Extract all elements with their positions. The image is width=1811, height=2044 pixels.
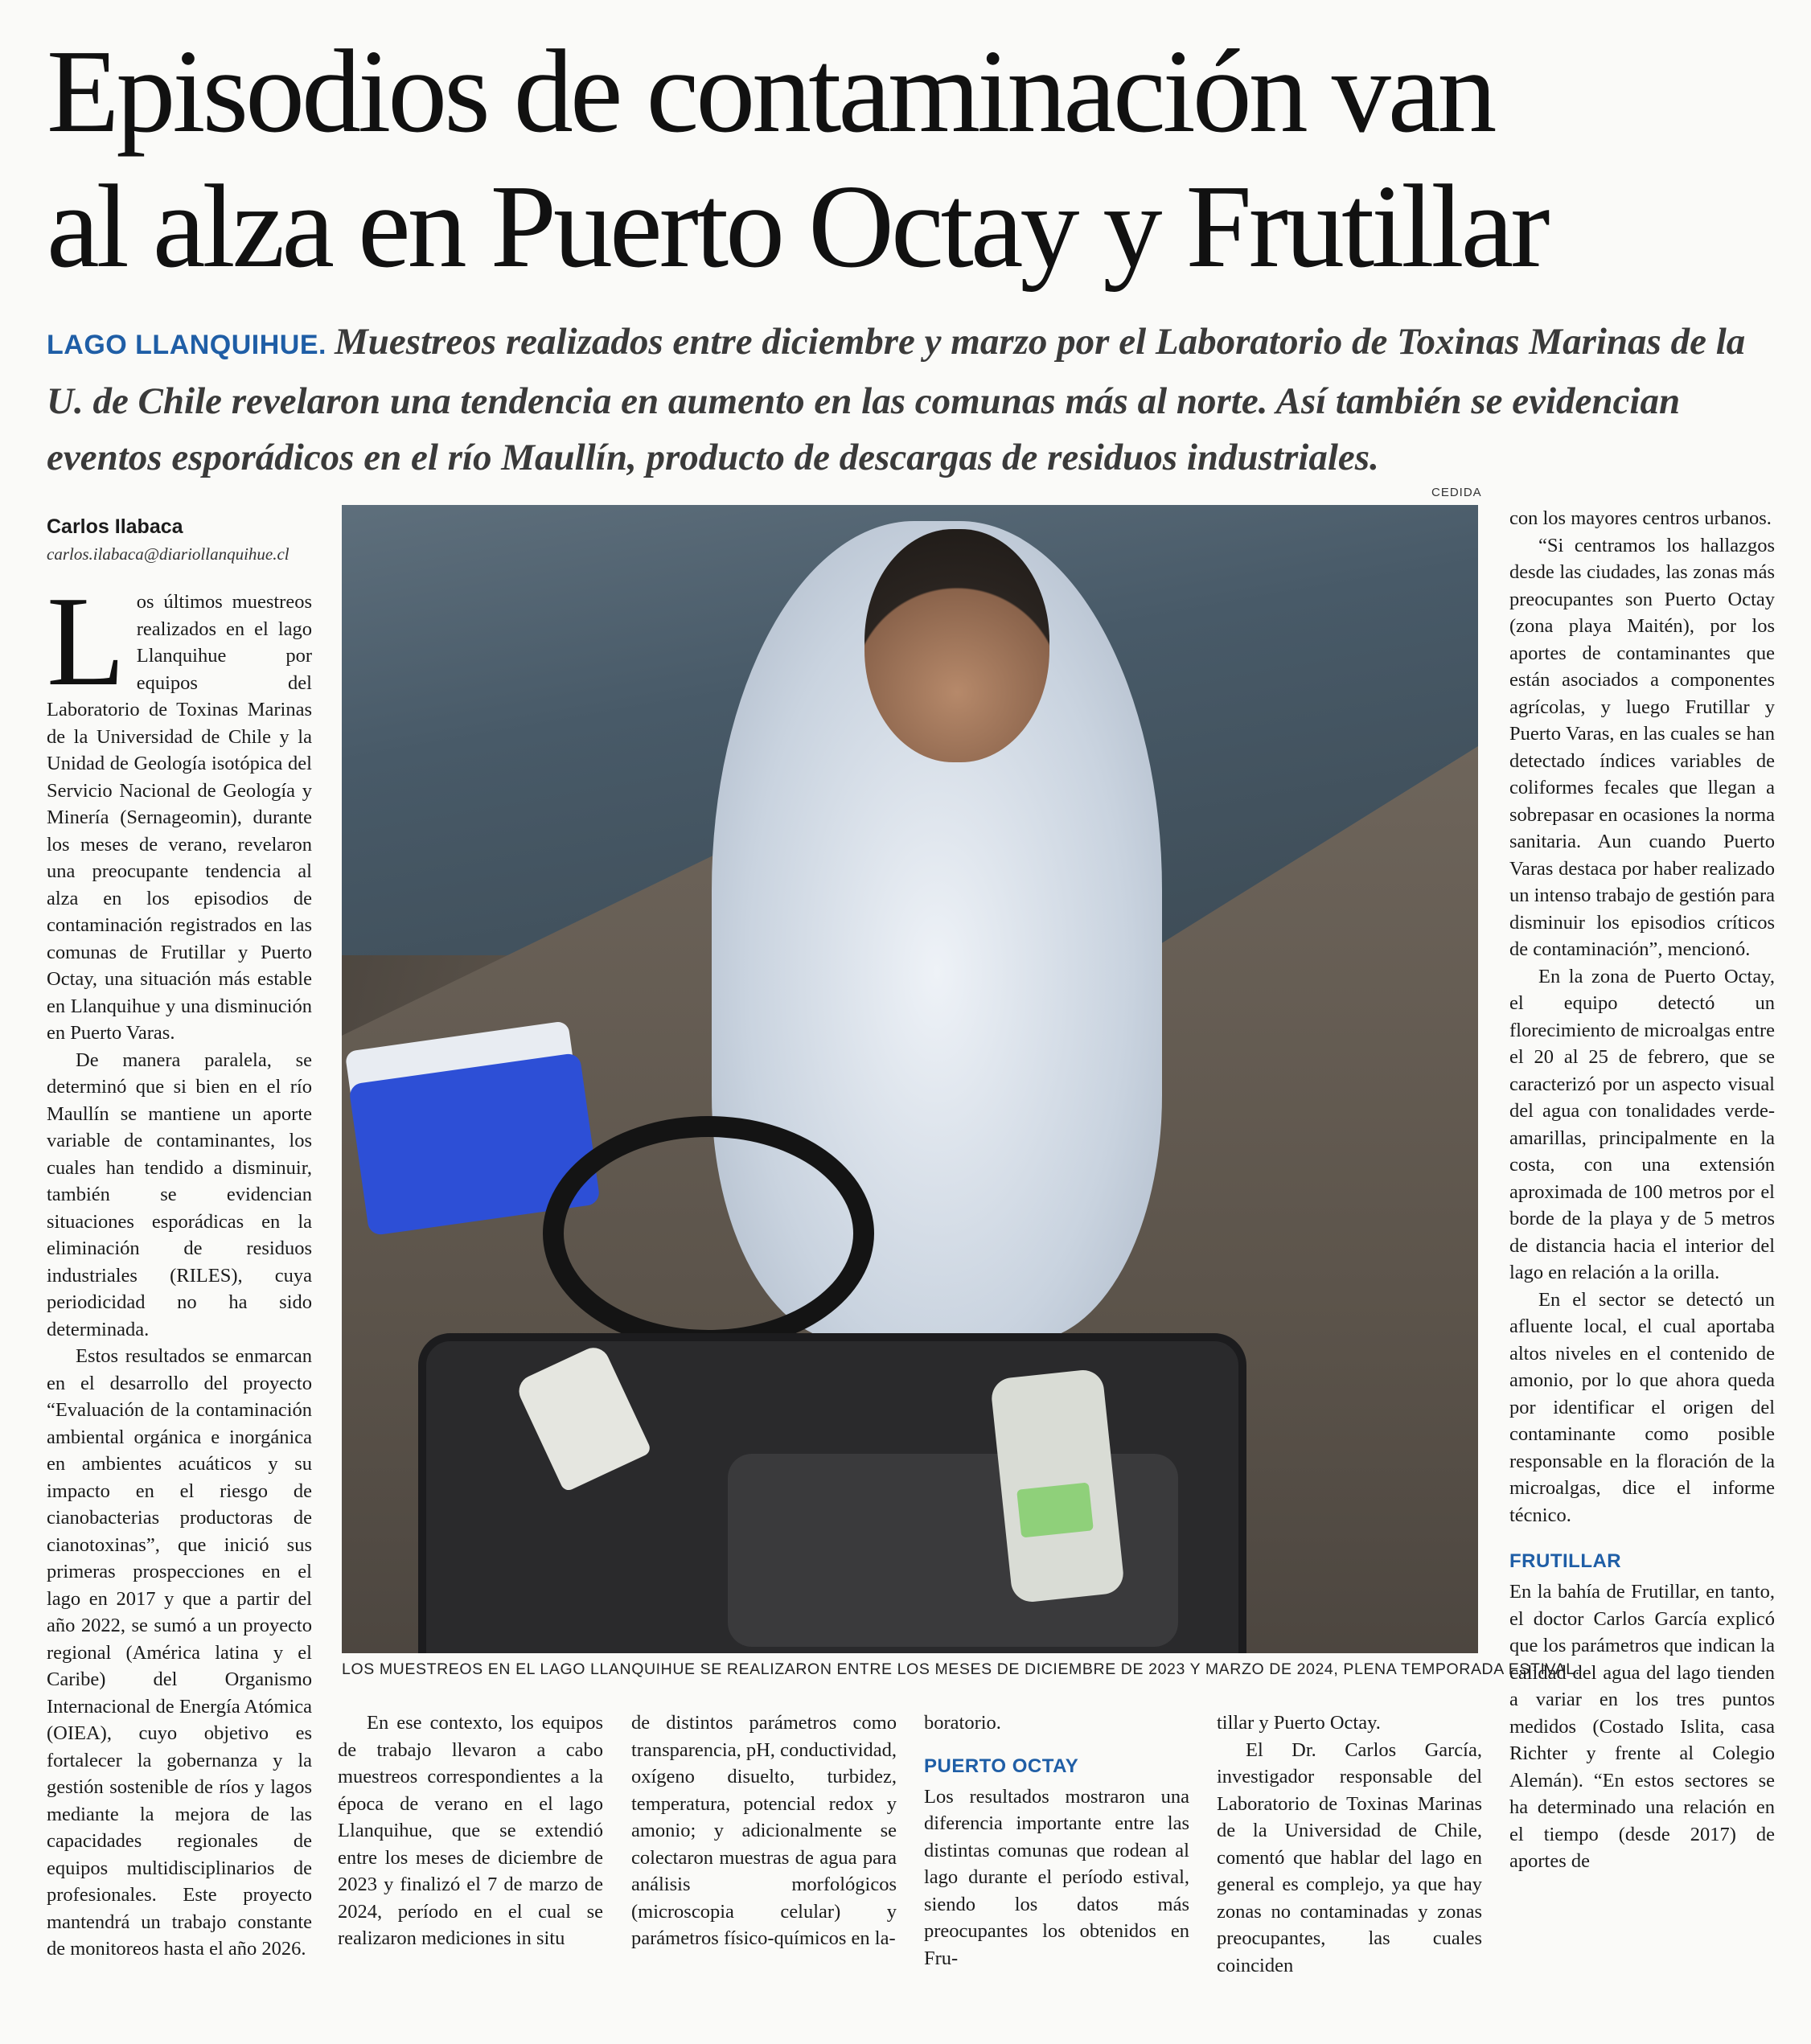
photo-credit: CEDIDA — [1431, 486, 1482, 499]
article-column-2 — [338, 1709, 603, 1952]
headline-line-2: al alza en Puerto Octay y Frutillar — [47, 161, 1547, 293]
column-4-paragraph-2: Los resultados mostraron una diferencia importante entre las distintas comunas que rodean al lago durante el período estival, siendo los datos más preocupantes los obtenidos en Fru- — [924, 1785, 1189, 1969]
column-5-paragraph-2: El Dr. Carlos García, investigador responsable del Laboratorio de Toxinas Marinas de la Universidad de Chile, comentó que hablar del lago en general es complejo, ya que hay zonas no contaminadas y zonas preocupantes, las cuales coinciden — [1217, 1738, 1482, 1976]
column-1-paragraph-2: De manera paralela, se determinó que si bien en el río Maullín se mantiene un aporte variable de contaminantes, los cuales han tendido a disminuir, también se evidencian situaciones esporádicas en la eliminación de residuos industriales (RILES), cuya periodicidad no ha sido determinada. — [47, 1049, 312, 1340]
column-6-paragraph-2: “Si centramos los hallazgos desde las ciudades, las zonas más preocupantes son Puerto Octay (zona playa Maitén), por los aportes de contaminantes que están asociados a componentes agrícolas, y luego Frutillar y Puerto Varas, en las cuales se han detectado índices variables de coliformes fecales que llegan a sobrepasar en ocasiones la norma sanitaria. Aun cuando Puerto Varas destaca por haber realizado un intenso trabajo de gestión para disminuir los episodios críticos de contaminación”, mencionó. — [1509, 534, 1775, 960]
photo-researcher-head — [864, 529, 1049, 762]
photo-caption: LOS MUESTREOS EN EL LAGO LLANQUIHUE SE REALIZARON ENTRE LOS MESES DE DICIEMBRE DE 2023 Y MARZO DE 2024, PLENA TEMPORADA ESTIVAL. — [342, 1660, 1580, 1678]
article-column-1 — [47, 569, 312, 1963]
subhead-puerto-octay: PUERTO OCTAY — [924, 1755, 1079, 1777]
headline-line-1: Episodios de contaminación van — [47, 26, 1494, 158]
lead-paragraph — [47, 314, 1776, 486]
column-6-paragraph-5: En la bahía de Frutillar, en tanto, el doctor Carlos García explicó que los parámetros que indican la calidad del agua del lago tienden a variar en los tres puntos medidos (Costado Islita, casa Richter y frente al Colegio Alemán). “En estos sectores se ha determinado una relación en el tiempo (desde 2017) de aportes de — [1509, 1581, 1775, 1872]
column-3-paragraph-1: de distintos parámetros como transparencia, pH, conductividad, oxígeno disuelto, turbidez, temperatura, potencial redox y amonio; y adicionalmente se colectaron muestras de agua para análisis morfológicos (microscopia celular) y parámetros físico-químicos en la- — [631, 1712, 897, 1949]
article-column-4 — [924, 1709, 1189, 1972]
article-column-3 — [631, 1709, 897, 1952]
photo-cable-coil — [543, 1116, 874, 1351]
article-column-5 — [1217, 1709, 1482, 1979]
author-email[interactable]: carlos.ilabaca@diariollanquihue.cl — [47, 544, 290, 564]
column-1-paragraph-1 — [47, 569, 312, 1047]
column-5-paragraph-1: tillar y Puerto Octay. — [1217, 1712, 1381, 1734]
column-6-paragraph-1: con los mayores centros urbanos. — [1509, 507, 1772, 529]
byline — [47, 513, 320, 568]
subhead-frutillar: FRUTILLAR — [1509, 1550, 1622, 1572]
column-1-paragraph-1-text: os últimos muestreos realizados en el lago Llanquihue por equipos del Laboratorio de Toxinas Marinas de la Universidad de Chile y la Unidad de Geología isotópica del Servicio Nacional de Geología y Minería (Sernageomin), durante los meses de verano, revelaron una preocupante tendencia al alza en los episodios de contaminación registrados en las comunas de Frutillar y Puerto Octay, una situación más estable en Llanquihue y una disminución en Puerto Varas. — [47, 591, 312, 1044]
headline — [47, 24, 1776, 294]
lead-kicker: LAGO LLANQUIHUE. — [47, 330, 326, 360]
drop-cap: L — [47, 569, 125, 712]
photo-meter-screen — [1016, 1482, 1094, 1537]
article-photo — [342, 505, 1478, 1653]
lead-text: Muestreos realizados entre diciembre y marzo por el Laboratorio de Toxinas Marinas de la U. de Chile revelaron una tendencia en aumento en las comunas más al norte. Así también se evidencian eventos esporádicos en el río Maullín, producto de descargas de residuos industriales. — [47, 321, 1746, 478]
column-4-paragraph-1: boratorio. — [924, 1712, 1001, 1734]
column-6-paragraph-4: En el sector se detectó un afluente local, el cual aportaba altos niveles en el contenido de amonio, por lo que ahora queda por identificar el origen del contaminante como posible responsable en la floración de la microalgas, dice el informe técnico. — [1509, 1288, 1775, 1526]
author-name: Carlos Ilabaca — [47, 515, 183, 538]
column-2-paragraph-1: En ese contexto, los equipos de trabajo llevaron a cabo muestreos correspondientes a la época de verano en el lago Llanquihue, que se extendió entre los meses de diciembre de 2023 y finalizó el 7 de marzo de 2024, período en el cual se realizaron mediciones in situ — [338, 1712, 603, 1949]
column-6-paragraph-3: En la zona de Puerto Octay, el equipo detectó un florecimiento de microalgas entre el 20 al 25 de febrero, que se caracterizó por un aspecto visual del agua con tonalidades verde-amarillas, principalmente en la costa, con una extensión aproximada de 100 metros por el borde de la playa y de 5 metros de distancia hacia el interior del lago en relación a la orilla. — [1509, 965, 1775, 1283]
column-1-paragraph-3: Estos resultados se enmarcan en el desarrollo del proyecto “Evaluación de la contaminación ambiental orgánica e inorgánica en ambientes acuáticos y su impacto en el riesgo de cianobacterias productoras de cianotoxinas”, que inició sus primeras prospecciones en el lago en 2017 y que a partir del año 2022, se sumó a un proyecto regional (América latina y el Caribe) del Organismo Internacional de Energía Atómica (OIEA), cuyo objetivo es fortalecer la gobernanza y la gestión sostenible de ríos y lagos mediante la mejora de las capacidades regionales de equipos multidisciplinarios de profesionales. Este proyecto mantendrá un trabajo constante de monitoreos hasta el año 2026. — [47, 1345, 312, 1960]
article-column-6 — [1509, 505, 1775, 1875]
